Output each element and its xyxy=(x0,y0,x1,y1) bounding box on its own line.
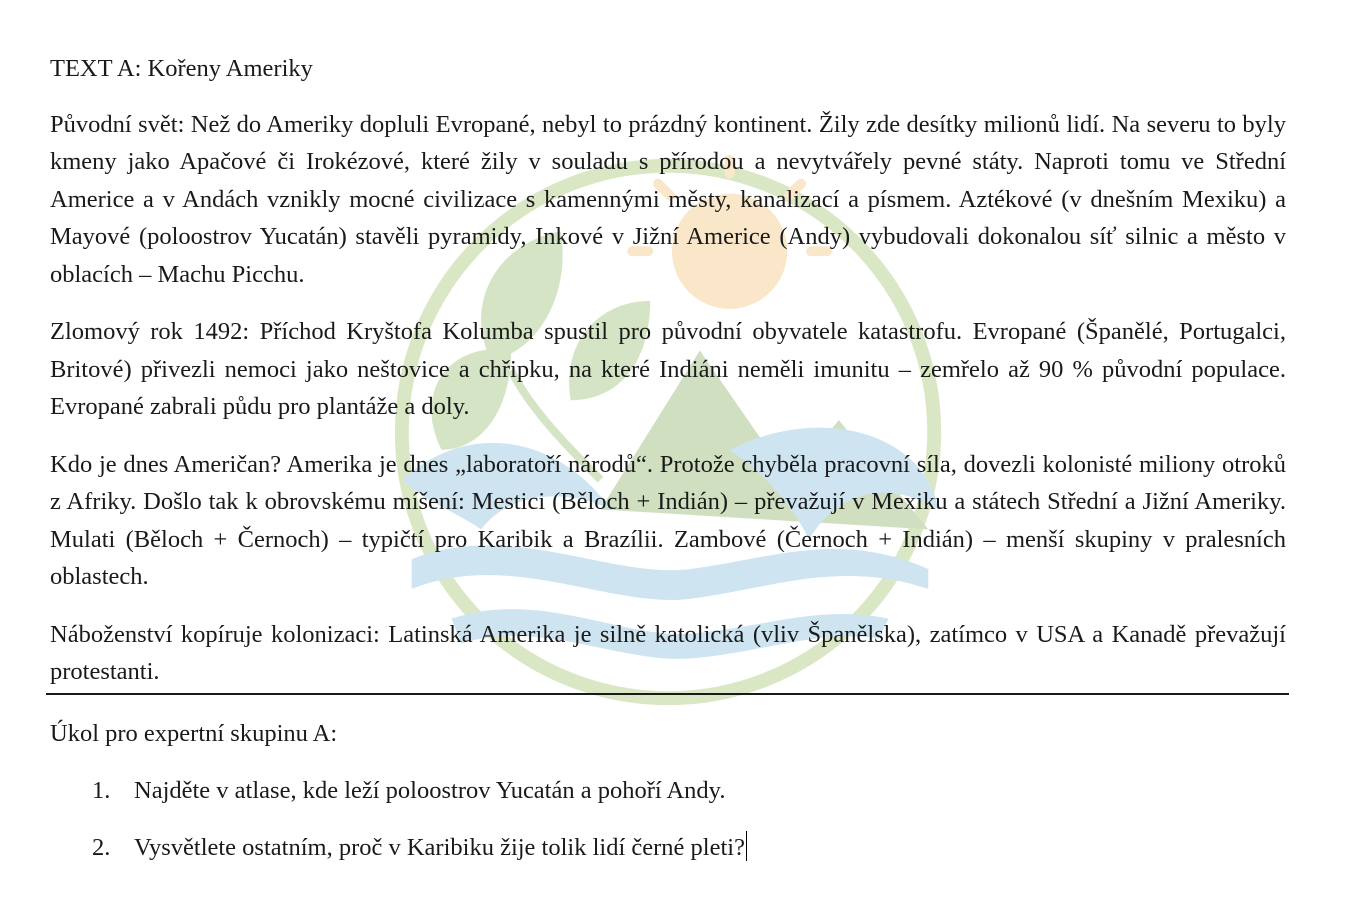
paragraph-1492: Zlomový rok 1492: Příchod Kryštofa Kolumba spustil pro původní obyvatele katastrofu. Evropané (Španělé, Portugalci, Britové) přivezli nemoci jako neštovice a chřipku, na které Indiáni neměli imunitu – zemřelo až 90 % původní populace. Evropané zabrali půdu pro plantáže a doly. xyxy=(50,318,1286,420)
text-cursor xyxy=(746,831,748,861)
task-text: Najděte v atlase, kde leží poloostrov Yucatán a pohoří Andy. xyxy=(134,777,726,804)
paragraph-religion: Náboženství kopíruje kolonizaci: Latinská Amerika je silně katolická (vliv Španělska), zatímco v USA a Kanadě převažují protestanti. xyxy=(50,620,1286,685)
task-number: 1. xyxy=(92,777,111,804)
task-heading: Úkol pro expertní skupinu A: xyxy=(50,720,338,747)
document-title: TEXT A: Kořeny Ameriky xyxy=(50,55,313,82)
document-body[interactable] xyxy=(50,50,1286,861)
task-item-1 xyxy=(50,772,1286,810)
paragraph-american-today: Kdo je dnes Američan? Amerika je dnes „laboratoří národů“. Protože chyběla pracovní síla, dovezli kolonisté miliony otroků z Afriky. Došlo tak k obrovskému míšení: Mestici (Běloch + Indián) – převažují v Mexiku a státech Střední a Jižní Ameriky. Mulati (Běloch + Černoch) – typičtí pro Karibik a Brazílii. Zambové (Černoch + Indián) – menší skupiny v pralesních oblastech. xyxy=(50,450,1286,590)
task-number: 2. xyxy=(92,833,111,861)
task-list xyxy=(50,772,1286,885)
horizontal-divider xyxy=(46,693,1289,695)
task-item-2 xyxy=(50,829,1286,867)
paragraph-original-world: Původní svět: Než do Ameriky dopluli Evropané, nebyl to prázdný kontinent. Žily zde desítky milionů lidí. Na severu to byly kmeny jako Apačové či Irokézové, které žily v souladu s přírodou a nevytvářely pevné státy. Naproti tomu ve Střední Americe a v Andách vznikly mocné civilizace s kamennými městy, kanalizací a písmem. Aztékové (v dnešním Mexiku) a Mayové (poloostrov Yucatán) stavěli pyramidy, Inkové v Jižní Americe (Andy) vybudovali dokonalou síť silnic a město v oblacích – Machu Picchu. xyxy=(50,110,1286,288)
task-text: Vysvětlete ostatním, proč v Karibiku žije tolik lidí černé pleti? xyxy=(134,833,745,861)
